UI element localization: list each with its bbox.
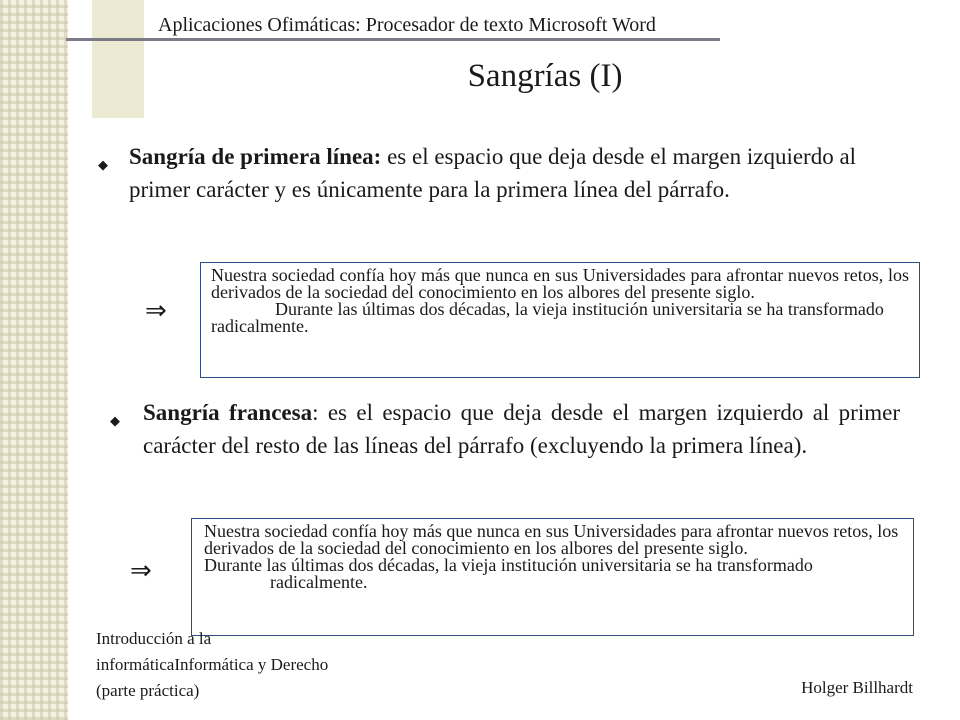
bullet-hanging-indent	[110, 396, 900, 462]
bullet-term: Sangría de primera línea:	[129, 144, 382, 169]
example-paragraph: Nuestra sociedad confía hoy más que nunca en sus Universidades para afrontar nuevos retos, los derivados de la sociedad del conocimiento en los albores del presente siglo.	[211, 265, 909, 302]
bullet-description: es el espacio que deja desde el margen izquierdo al primer carácter y es únicamente para la primera línea del párrafo.	[129, 144, 857, 202]
bullet-text	[143, 396, 900, 462]
footer-line: Introducción a la	[96, 629, 212, 648]
bullet-text	[129, 140, 858, 206]
header-rule	[66, 38, 720, 41]
course-title: Aplicaciones Ofimáticas: Procesador de texto Microsoft Word	[158, 14, 656, 36]
decorative-woven-border	[0, 0, 68, 720]
footer-line: informáticaInformática y Derecho	[96, 655, 329, 674]
example-paragraph: Nuestra sociedad confía hoy más que nunca en sus Universidades para afrontar nuevos retos, los derivados de la sociedad del conocimiento en los albores del presente siglo.	[204, 521, 899, 558]
bullet-term: Sangría francesa	[143, 400, 313, 425]
footer-course-info	[96, 626, 328, 704]
implies-arrow-icon: ⇒	[145, 296, 167, 326]
slide-title: Sangrías (I)	[467, 58, 623, 94]
example-paragraph-hanging: Durante las últimas dos décadas, la vieja institución universitaria se ha transformado radicalmente.	[204, 555, 813, 592]
example-box-hanging-indent	[191, 518, 914, 636]
diamond-bullet-icon: ◆	[110, 413, 120, 428]
footer-line: (parte práctica)	[96, 681, 200, 700]
bullet-description: : es el espacio que deja desde el margen izquierdo al primer carácter del resto de las líneas del párrafo (excluyendo la primera línea).	[143, 400, 900, 458]
implies-arrow-icon: ⇒	[130, 556, 152, 586]
diamond-bullet-icon: ◆	[98, 157, 108, 172]
example-box-first-line-indent	[200, 262, 920, 378]
example-paragraph-indented: Durante las últimas dos décadas, la vieja institución universitaria se ha transformado radicalmente.	[211, 299, 884, 336]
bullet-first-line-indent	[98, 140, 858, 206]
footer-author: Holger Billhardt	[801, 678, 913, 697]
